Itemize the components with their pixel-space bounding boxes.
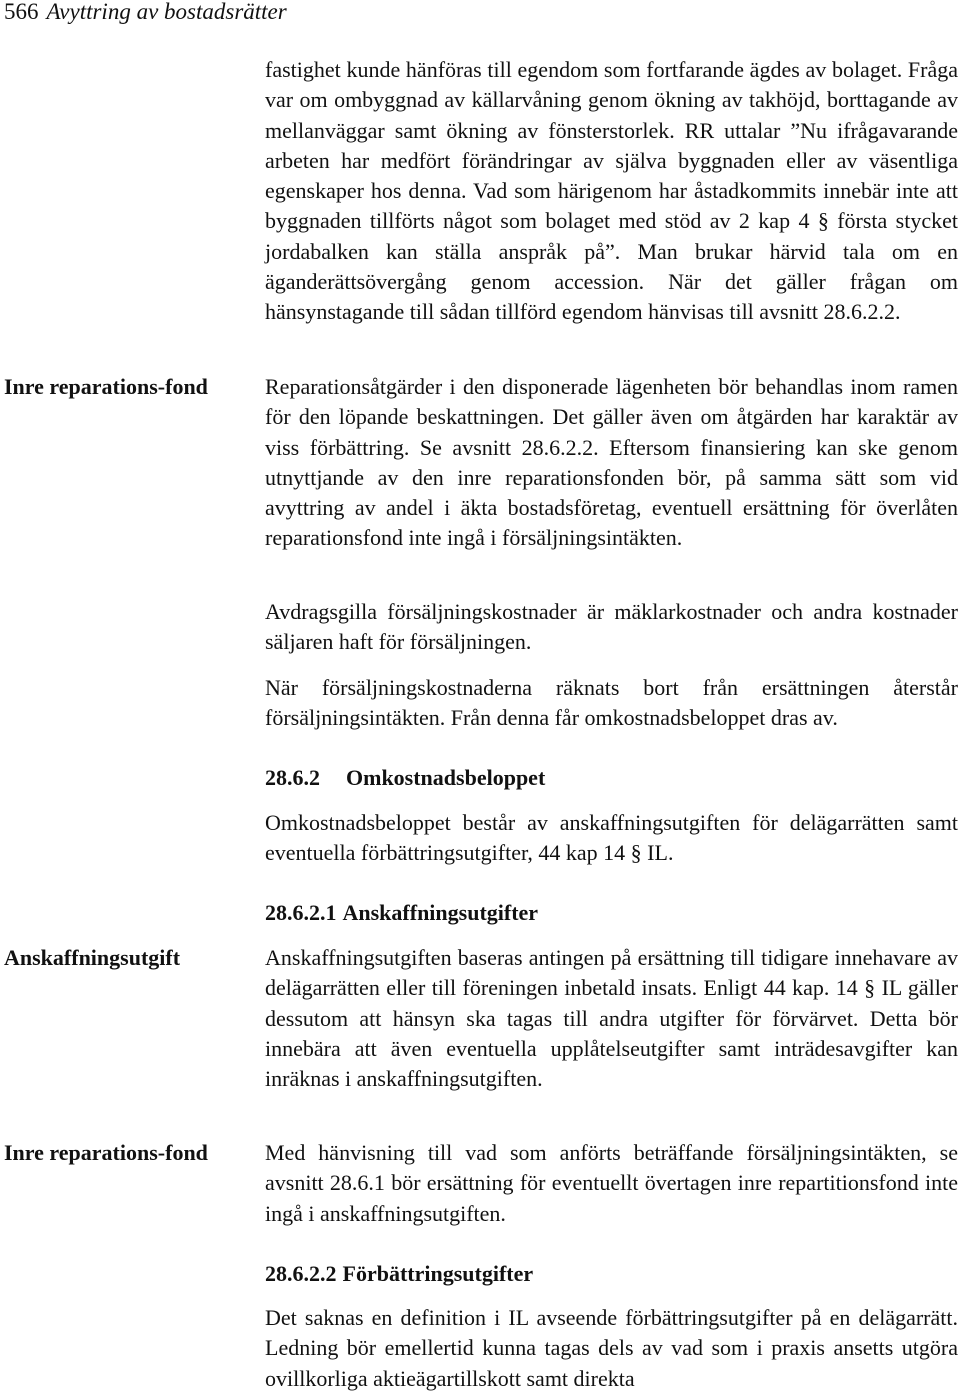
section-number: 28.6.2.2 (265, 1261, 337, 1286)
section-number: 28.6.2.1 (265, 900, 337, 925)
paragraph-text: Det saknas en definition i IL avseende förbättringsutgifter på en delägarrätt. Ledning bör emellertid kunna tagas dels av vad som i praxis ansetts utgöra ovillkorliga aktieägartillskott samt direkta (265, 1305, 958, 1391)
paragraph-forbattringsutgifter (265, 1303, 958, 1394)
paragraph-repartitionsfond (265, 1138, 958, 1229)
paragraph-anskaffningsutgift (265, 943, 958, 1094)
section-title: Omkostnadsbeloppet (346, 765, 546, 790)
paragraph-text: Anskaffningsutgiften baseras antingen på ersättning till tidigare innehavare av delägarrätten eller till föreningen inbetald insats. Enligt 44 kap. 14 § IL gäller dessutom att hänsyn ska tagas till andra utgifter för förvärvet. Detta bör innebära att även eventuella upplåtelseutgifter samt inträdesavgifter kan inräknas i anskaffningsutgiften. (265, 945, 958, 1092)
section-number: 28.6.2 (265, 765, 320, 790)
running-title: Avyttring av bostadsrätter (46, 0, 287, 24)
page-number: 566 (4, 0, 39, 24)
paragraph-forsaljningskostnader (265, 597, 958, 658)
section-heading-forbattringsutgifter (265, 1259, 958, 1289)
margin-note-inre-reparationsfond: Inre reparations-fond (4, 374, 208, 399)
paragraph-text: Omkostnadsbeloppet består av anskaffningsutgiften för delägarrätten samt eventuella förbättringsutgifter, 44 kap 14 § IL. (265, 810, 958, 866)
margin-note-anskaffningsutgift: Anskaffningsutgift (4, 945, 181, 970)
paragraph-reparationsatgarder (265, 372, 958, 554)
margin-note-inre-reparationsfond-2: Inre reparations-fond (4, 1140, 208, 1165)
paragraph-text: Med hänvisning till vad som anförts beträffande försäljningsintäkten, se avsnitt 28.6.1 bör ersättning för eventuellt övertagen inre repartitionsfond inte ingå i anskaffningsutgiften. (265, 1140, 958, 1226)
paragraph-text: När försäljningskostnaderna räknats bort från ersättningen återstår försäljningsintäkten. Från denna får omkostnadsbeloppet dras av. (265, 675, 958, 731)
paragraph-text: fastighet kunde hänföras till egendom som fortfarande ägdes av bolaget. Fråga var om ombyggnad av källarvåning genom ökning av takhöjd, borttagande av mellanväggar samt ökning av fönsterstorlek. RR uttalar ”Nu ifrågavarande arbeten har medfört förändringar av själva byggnaden eller av väsentliga egenskaper hos denna. Vad som härigenom har åstadkommits innebär inte att byggnaden tillförts något som bolaget med stöd av 2 kap 4 § första stycket jordabalken kan ställa anspråk på”. Man brukar härvid tala om en äganderättsövergång genom accession. När det gäller frågan om hänsynstagande till sådan tillförd egendom hänvisas till avsnitt 28.6.2.2. (265, 57, 958, 325)
paragraph-omkostnadsbelopp (265, 808, 958, 869)
section-title: Förbättringsutgifter (342, 1261, 534, 1286)
paragraph-accession (265, 55, 958, 328)
paragraph-text: Avdragsgilla försäljningskostnader är mäklarkostnader och andra kostnader säljaren haft för försäljningen. (265, 599, 958, 655)
paragraph-text: Reparationsåtgärder i den disponerade lägenheten bör behandlas inom ramen för den löpande beskattningen. Det gäller även om åtgärden har karaktär av viss förbättring. Se avsnitt 28.6.2.2. Eftersom finansiering kan ske genom utnyttjande av den inre reparationsfonden bör, på samma sätt som vid avyttring av andel i äkta bostadsföretag, eventuell ersättning för överlåten reparationsfond inte ingå i försäljningsintäkten. (265, 374, 958, 551)
section-title: Anskaffningsutgifter (342, 900, 539, 925)
paragraph-forsaljningsintakt (265, 673, 958, 734)
section-heading-anskaffningsutgifter (265, 898, 958, 928)
section-heading-omkostnadsbeloppet (265, 763, 958, 793)
page-header (4, 0, 287, 26)
